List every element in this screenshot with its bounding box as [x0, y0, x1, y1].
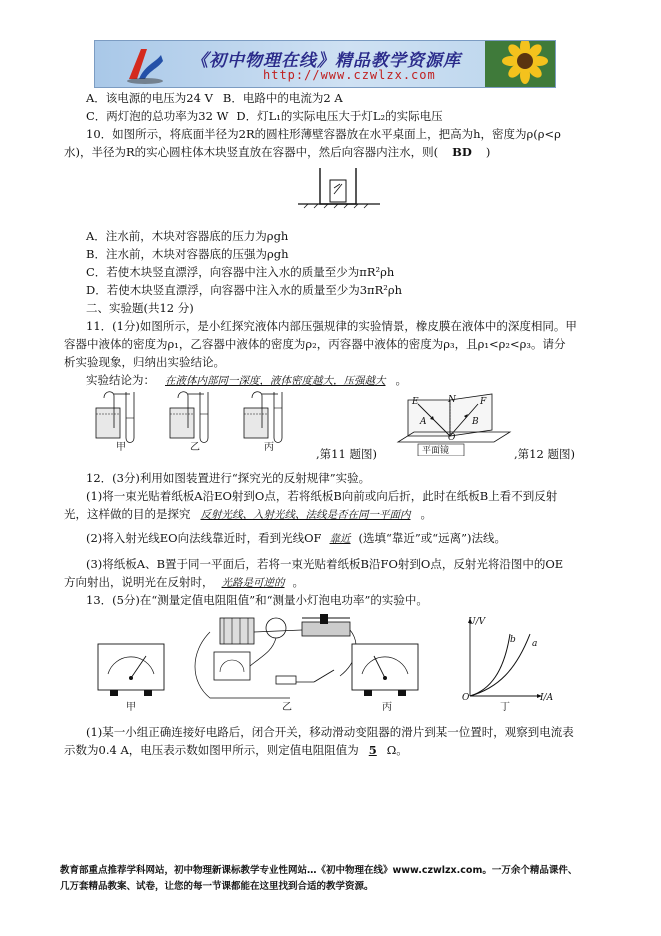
- footer-line2: 几万套精品教案、试卷，让您的每一节课都能在这里找到合适的教学资源。: [60, 881, 374, 892]
- meter-jia: [98, 644, 164, 696]
- q12-part1-line2: 光，这样做的目的是探究 反射光线、入射光线、法线是否在同一平面内 。: [64, 507, 432, 521]
- q13-stem: 13．(5分)在“测量定值电阻阻值”和“测量小灯泡电功率”的实验中。: [86, 593, 428, 607]
- banner-title: 《初中物理在线》精品教学资源库: [191, 51, 461, 71]
- q12-part1-answer: 反射光线、入射光线、法线是否在同一平面内: [200, 509, 411, 521]
- q12-label-a: A: [420, 417, 427, 427]
- q10-option-c: C．若使木块竖直漂浮，向容器中注入水的质量至少为πR²ρh: [86, 265, 395, 279]
- meter-bing: [352, 644, 418, 696]
- q9-option-c: C．两灯泡的总功率为32 W D．灯L₁的实际电压大于灯L₂的实际电压: [86, 109, 443, 123]
- q11-stem-line3: 析实验现象，归纳出实验结论。: [64, 355, 225, 369]
- q10-option-a: A．注水前，木块对容器底的压力为ρgh: [86, 229, 289, 243]
- gauge-jia: [96, 392, 134, 443]
- q12-label-e: E: [412, 397, 419, 407]
- q13-part1-line2: 示数为0.4 A，电压表示数如图甲所示，则定值电阻阻值为 5 Ω。: [64, 743, 408, 757]
- q12-mirror-label: 平面镜: [422, 446, 450, 456]
- q10-container-figure: [294, 164, 384, 214]
- q12-label-n: N: [448, 395, 456, 405]
- sunflower-icon: [485, 41, 555, 87]
- q12-part3-line1: (3)将纸板A、B置于同一平面后，若将一束光贴着纸板B沿FO射到O点，反射光将沿图中的OE: [86, 557, 564, 571]
- q11-stem-line2: 容器中液体的密度为ρ₁，乙容器中液体的密度为ρ₂，丙容器中液体的密度为ρ₃，且ρ₁<ρ₂<ρ₃。请分: [64, 337, 566, 351]
- q10-option-d: D．若使木块竖直漂浮，向容器中注入水的质量至少为3πR²ρh: [86, 283, 403, 297]
- q9-option-a: A．该电源的电压为24 V B．电路中的电流为2 A: [86, 91, 343, 105]
- logo-icon: [121, 41, 167, 87]
- q11-conclusion-answer: 在液体内部同一深度，液体密度越大，压强越大: [165, 375, 386, 387]
- q13-label-yi: 乙: [282, 702, 292, 713]
- graph-y-label: U/V: [468, 617, 486, 627]
- q10-option-b: B．注水前，木块对容器底的压强为ρgh: [86, 247, 289, 261]
- banner-url: http://www.czwlzx.com: [263, 68, 436, 82]
- circuit-yi: [195, 614, 356, 698]
- q12-label-b: B: [472, 417, 479, 427]
- q12-label-o: O: [448, 433, 456, 443]
- q11-label-bing: 丙: [264, 442, 274, 453]
- q13-part1-answer: 5: [368, 743, 377, 757]
- q11-label-jia: 甲: [116, 442, 126, 453]
- q11-label-yi: 乙: [190, 442, 200, 453]
- q13-label-jia: 甲: [126, 702, 136, 713]
- graph-ding: [468, 618, 542, 698]
- q12-part3-answer: 光路是可逆的: [221, 577, 285, 589]
- q12-part1-line1: (1)将一束光贴着纸板A沿EO射到O点，若将纸板B向前或向后折，此时在纸板B上看不到反射: [86, 489, 558, 503]
- q13-label-bing: 丙: [382, 702, 392, 713]
- q10-stem-line1: 10．如图所示，将底面半径为2R的圆柱形薄壁容器放在水平桌面上，把高为h，密度为ρ(ρ<ρ: [86, 127, 561, 141]
- graph-curve-a: a: [532, 639, 538, 649]
- section-title: 二、实验题(共12 分): [86, 301, 194, 315]
- gauge-yi: [170, 392, 208, 443]
- q12-part3-line2: 方向射出，说明光在反射时， 光路是可逆的 。: [64, 575, 304, 589]
- footer-line1: 教育部重点推荐学科网站，初中物理新课标教学专业性网站…《初中物理在线》www.czwlzx.com。一万余个精品课件、: [60, 865, 578, 876]
- q12-part2-answer: 靠近: [329, 533, 351, 545]
- q10-answer: BD: [452, 145, 472, 159]
- gauge-bing: [244, 392, 282, 443]
- q10-stem-line2: 水)，半径为R的实心圆柱体木块竖直放在容器中，然后向容器内注水，则( BD ): [64, 145, 491, 159]
- q12-part2: (2)将入射光线EO向法线靠近时，看到光线OF 靠近 (选填“靠近”或“远离”)法线。: [86, 531, 507, 545]
- header-banner: [94, 40, 556, 88]
- q11-stem-line1: 11．(1分)如图所示，是小红探究液体内部压强规律的实验情景，橡皮膜在液体中的深度相同。甲: [86, 319, 577, 333]
- q12-figure-caption: ,第12 题图): [514, 447, 575, 461]
- q11-conclusion: 实验结论为： 在液体内部同一深度，液体密度越大，压强越大 。: [86, 373, 407, 387]
- q12-stem: 12．(3分)利用如图装置进行“探究光的反射规律”实验。: [86, 471, 371, 485]
- graph-origin: O: [462, 693, 470, 703]
- q9-option-d: D．灯L₁的实际电压大于灯L₂的实际电压: [236, 109, 443, 123]
- q13-label-ding: 丁: [500, 702, 510, 713]
- graph-x-label: I/A: [540, 693, 554, 703]
- q9-option-b: B．电路中的电流为2 A: [222, 91, 343, 105]
- graph-curve-b: b: [510, 635, 516, 645]
- q13-part1-line1: (1)某一小组正确连接好电路后，闭合开关，移动滑动变阻器的滑片到某一位置时，观察到电流表: [86, 725, 574, 739]
- q11-figure-caption: ,第11 题图): [316, 447, 377, 461]
- q12-label-f: F: [480, 397, 487, 407]
